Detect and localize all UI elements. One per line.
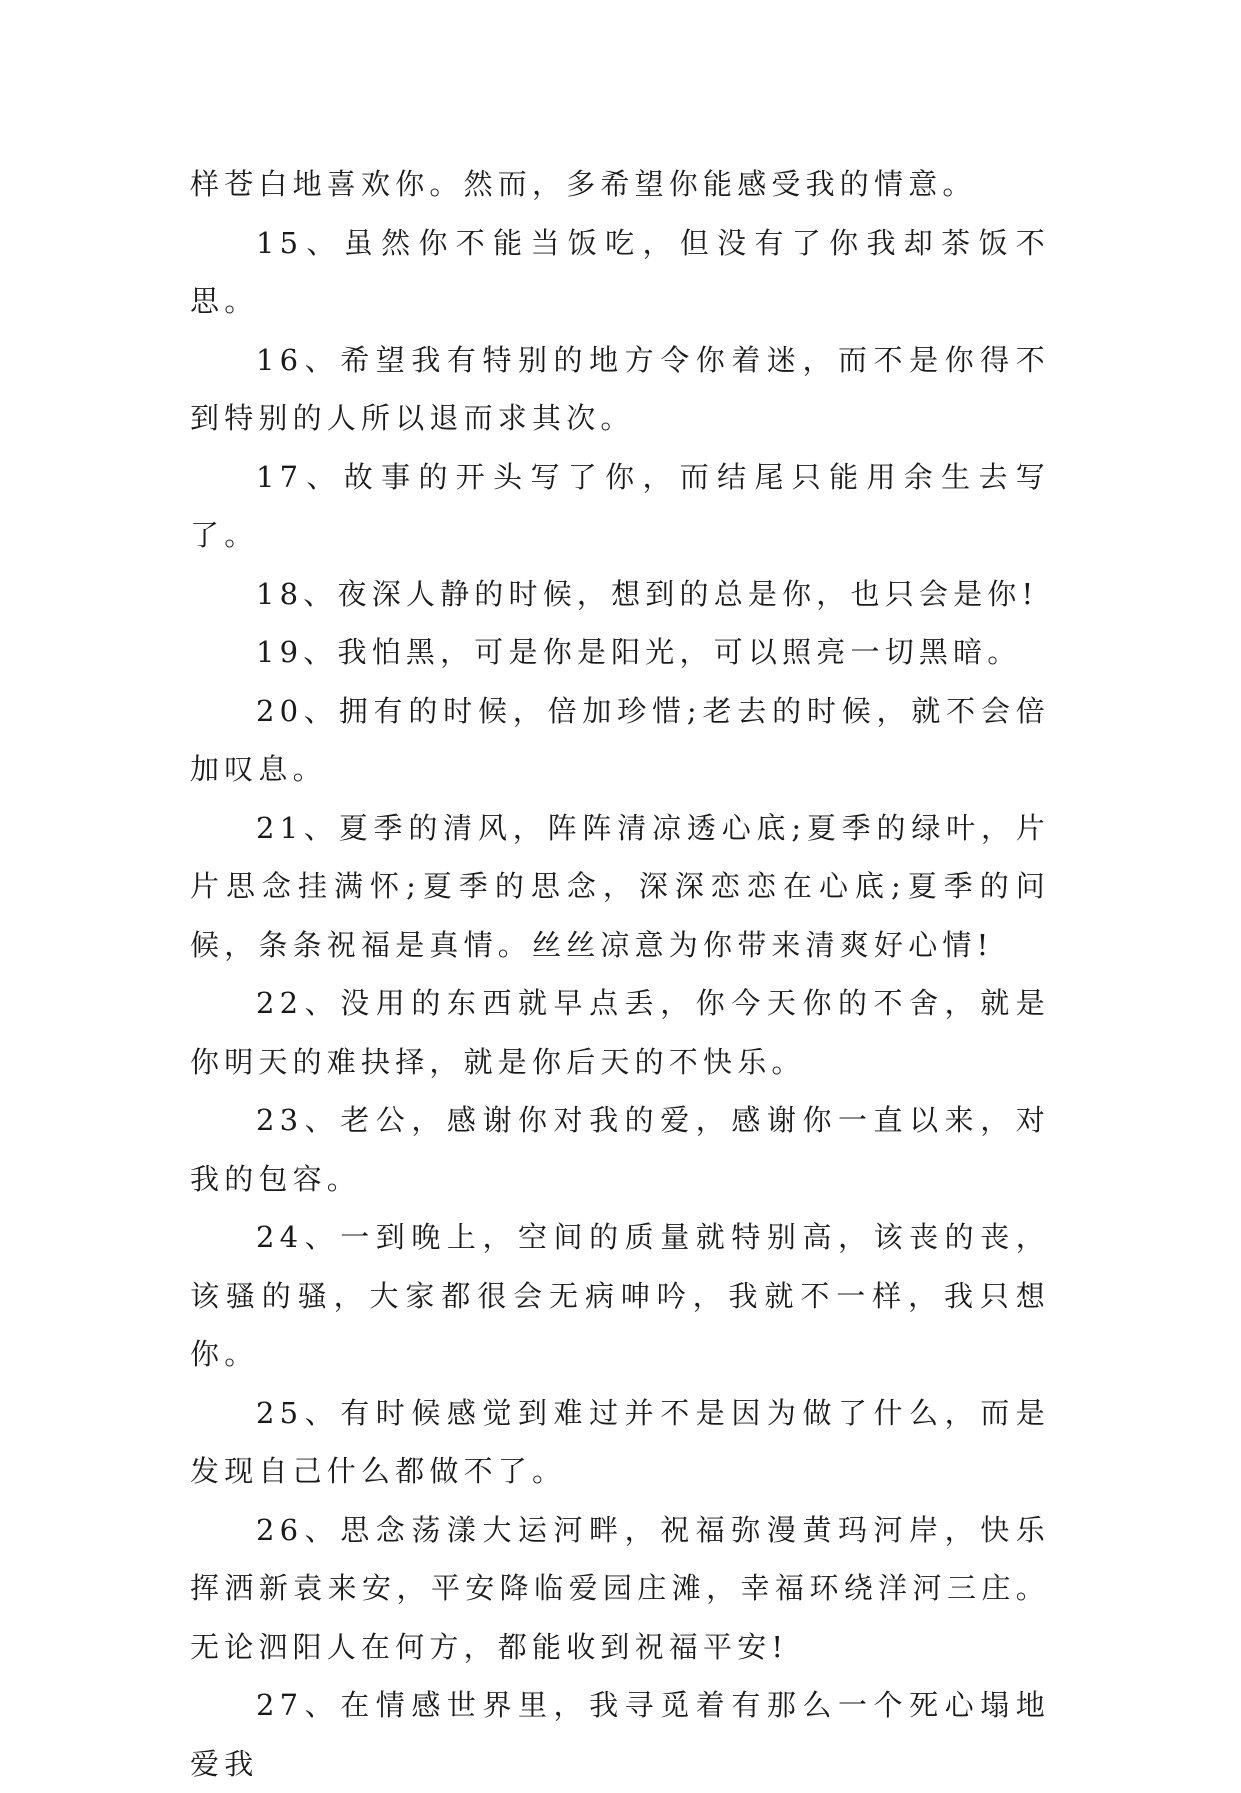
paragraph-item-19: 19、我怕黑，可是你是阳光，可以照亮一切黑暗。 — [256, 635, 1022, 669]
paragraph-item-27: 27、在情感世界里，我寻觅着有那么一个死心塌地爱我 — [190, 1688, 1050, 1781]
paragraph-item-16: 16、希望我有特别的地方令你着迷，而不是你得不到特别的人所以退而求其次。 — [190, 342, 1050, 435]
paragraph-continuation: 样苍白地喜欢你。然而，多希望你能感受我的情意。 — [190, 167, 977, 201]
paragraph-item-18: 18、夜深人静的时候，想到的总是你，也只会是你! — [256, 576, 1039, 611]
paragraph-item-25: 25、有时候感觉到难过并不是因为做了什么，而是发现自己什么都做不了。 — [190, 1395, 1050, 1488]
paragraph-item-26: 26、思念荡漾大运河畔，祝福弥漫黄玛河岸，快乐挥洒新袁来安，平安降临爱园庄滩，幸福环绕洋河三庄。无论泗阳人在何方，都能收到祝福平安! — [190, 1512, 1050, 1664]
paragraph-item-20: 20、拥有的时候，倍加珍惜;老去的时候，就不会倍加叹息。 — [190, 693, 1050, 786]
paragraph-item-21: 21、夏季的清风，阵阵清凉透心底;夏季的绿叶，片片思念挂满怀;夏季的思念，深深恋恋在心底;夏季的问候，条条祝福是真情。丝丝凉意为你带来清爽好心情! — [190, 810, 1050, 962]
paragraph-item-24: 24、一到晚上，空间的质量就特别高，该丧的丧，该骚的骚，大家都很会无病呻吟，我就不一样，我只想你。 — [190, 1220, 1050, 1371]
paragraph-item-17: 17、故事的开头写了你，而结尾只能用余生去写了。 — [190, 459, 1050, 552]
paragraph-item-15: 15、虽然你不能当饭吃，但没有了你我却茶饭不思。 — [190, 225, 1050, 318]
paragraph-item-23: 23、老公，感谢你对我的爱，感谢你一直以来，对我的包容。 — [190, 1103, 1050, 1196]
document-page — [190, 155, 1050, 1793]
paragraph-item-22: 22、没用的东西就早点丢，你今天你的不舍，就是你明天的难抉择，就是你后天的不快乐。 — [190, 986, 1050, 1079]
